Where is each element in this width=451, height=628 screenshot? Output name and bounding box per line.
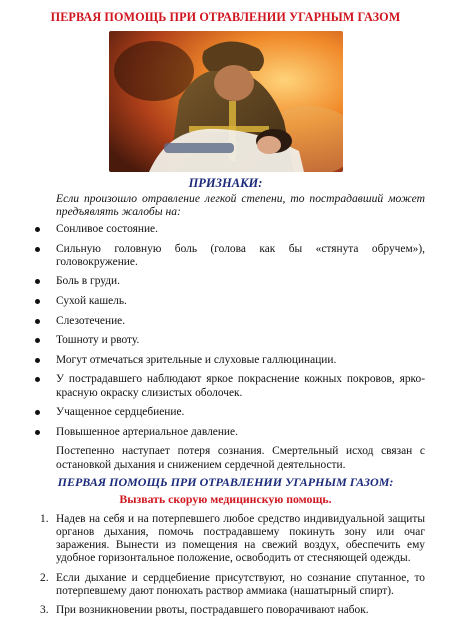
bullet-icon bbox=[35, 358, 40, 363]
first-aid-steps bbox=[26, 513, 425, 617]
page-title: ПЕРВАЯ ПОМОЩЬ ПРИ ОТРАВЛЕНИИ УГАРНЫМ ГАЗОМ bbox=[50, 10, 401, 24]
list-item: Боль в груди. bbox=[26, 275, 425, 288]
bullet-icon bbox=[35, 319, 40, 324]
bullet-icon bbox=[35, 410, 40, 415]
list-item: Тошноту и рвоту. bbox=[26, 334, 425, 347]
list-item: 3. При возникновении рвоты, пострадавшего поворачивают набок. bbox=[40, 603, 369, 616]
bullet-icon bbox=[35, 247, 40, 252]
list-item: Сильную головную боль (голова как бы «стянута обручем»), головокружение. bbox=[26, 243, 425, 269]
list-item: 1. Надев на себя и на потерпевшего любое средство индивидуальной защиты органов дыхания, помочь пострадавшему покинуть зону или очаг заражения. Вынести из помещения на свежий воздух, обеспечить ему удобное горизонтальное положение, освободить от стесняющей одежды. bbox=[40, 512, 425, 565]
bullet-icon bbox=[35, 377, 40, 382]
bullet-icon bbox=[35, 299, 40, 304]
first-aid-heading: ПЕРВАЯ ПОМОЩЬ ПРИ ОТРАВЛЕНИИ УГАРНЫМ ГАЗОМ: bbox=[57, 474, 394, 489]
list-item: Слезотечение. bbox=[26, 315, 425, 328]
call-ambulance-text: Вызвать скорую медицинскую помощь. bbox=[119, 491, 332, 506]
list-item: Учащенное сердцебиение. bbox=[26, 406, 425, 419]
list-item: У пострадавшего наблюдают яркое покраснение кожных покровов, ярко-красную окраску слизистых оболочек. bbox=[26, 373, 425, 399]
bullet-icon bbox=[35, 430, 40, 435]
step-number: 1. bbox=[40, 512, 49, 525]
list-item: Сухой кашель. bbox=[26, 295, 425, 308]
signs-intro: Если произошло отравление легкой степени, то пострадавший может предъявлять жалобы на: bbox=[56, 192, 425, 218]
bullet-icon bbox=[35, 279, 40, 284]
step-number: 3. bbox=[40, 603, 49, 616]
bullet-icon bbox=[35, 338, 40, 343]
bullet-icon bbox=[35, 227, 40, 232]
list-item: 2. Если дыхание и сердцебиение присутствуют, но сознание спутанное, то потерпевшему дают понюхать раствор аммиака (нашатырный спирт). bbox=[40, 571, 425, 597]
list-item: Повышенное артериальное давление. bbox=[26, 426, 425, 439]
list-item: Сонливое состояние. bbox=[26, 223, 425, 236]
symptoms-list bbox=[26, 223, 425, 439]
firefighter-rescue-photo bbox=[109, 31, 343, 172]
list-item: Могут отмечаться зрительные и слуховые галлюцинации. bbox=[26, 354, 425, 367]
signs-heading: ПРИЗНАКИ: bbox=[188, 176, 263, 190]
signs-conclusion: Постепенно наступает потеря сознания. Смертельный исход связан с остановкой дыхания и снижением сердечной деятельности. bbox=[56, 445, 425, 471]
step-number: 2. bbox=[40, 571, 49, 584]
